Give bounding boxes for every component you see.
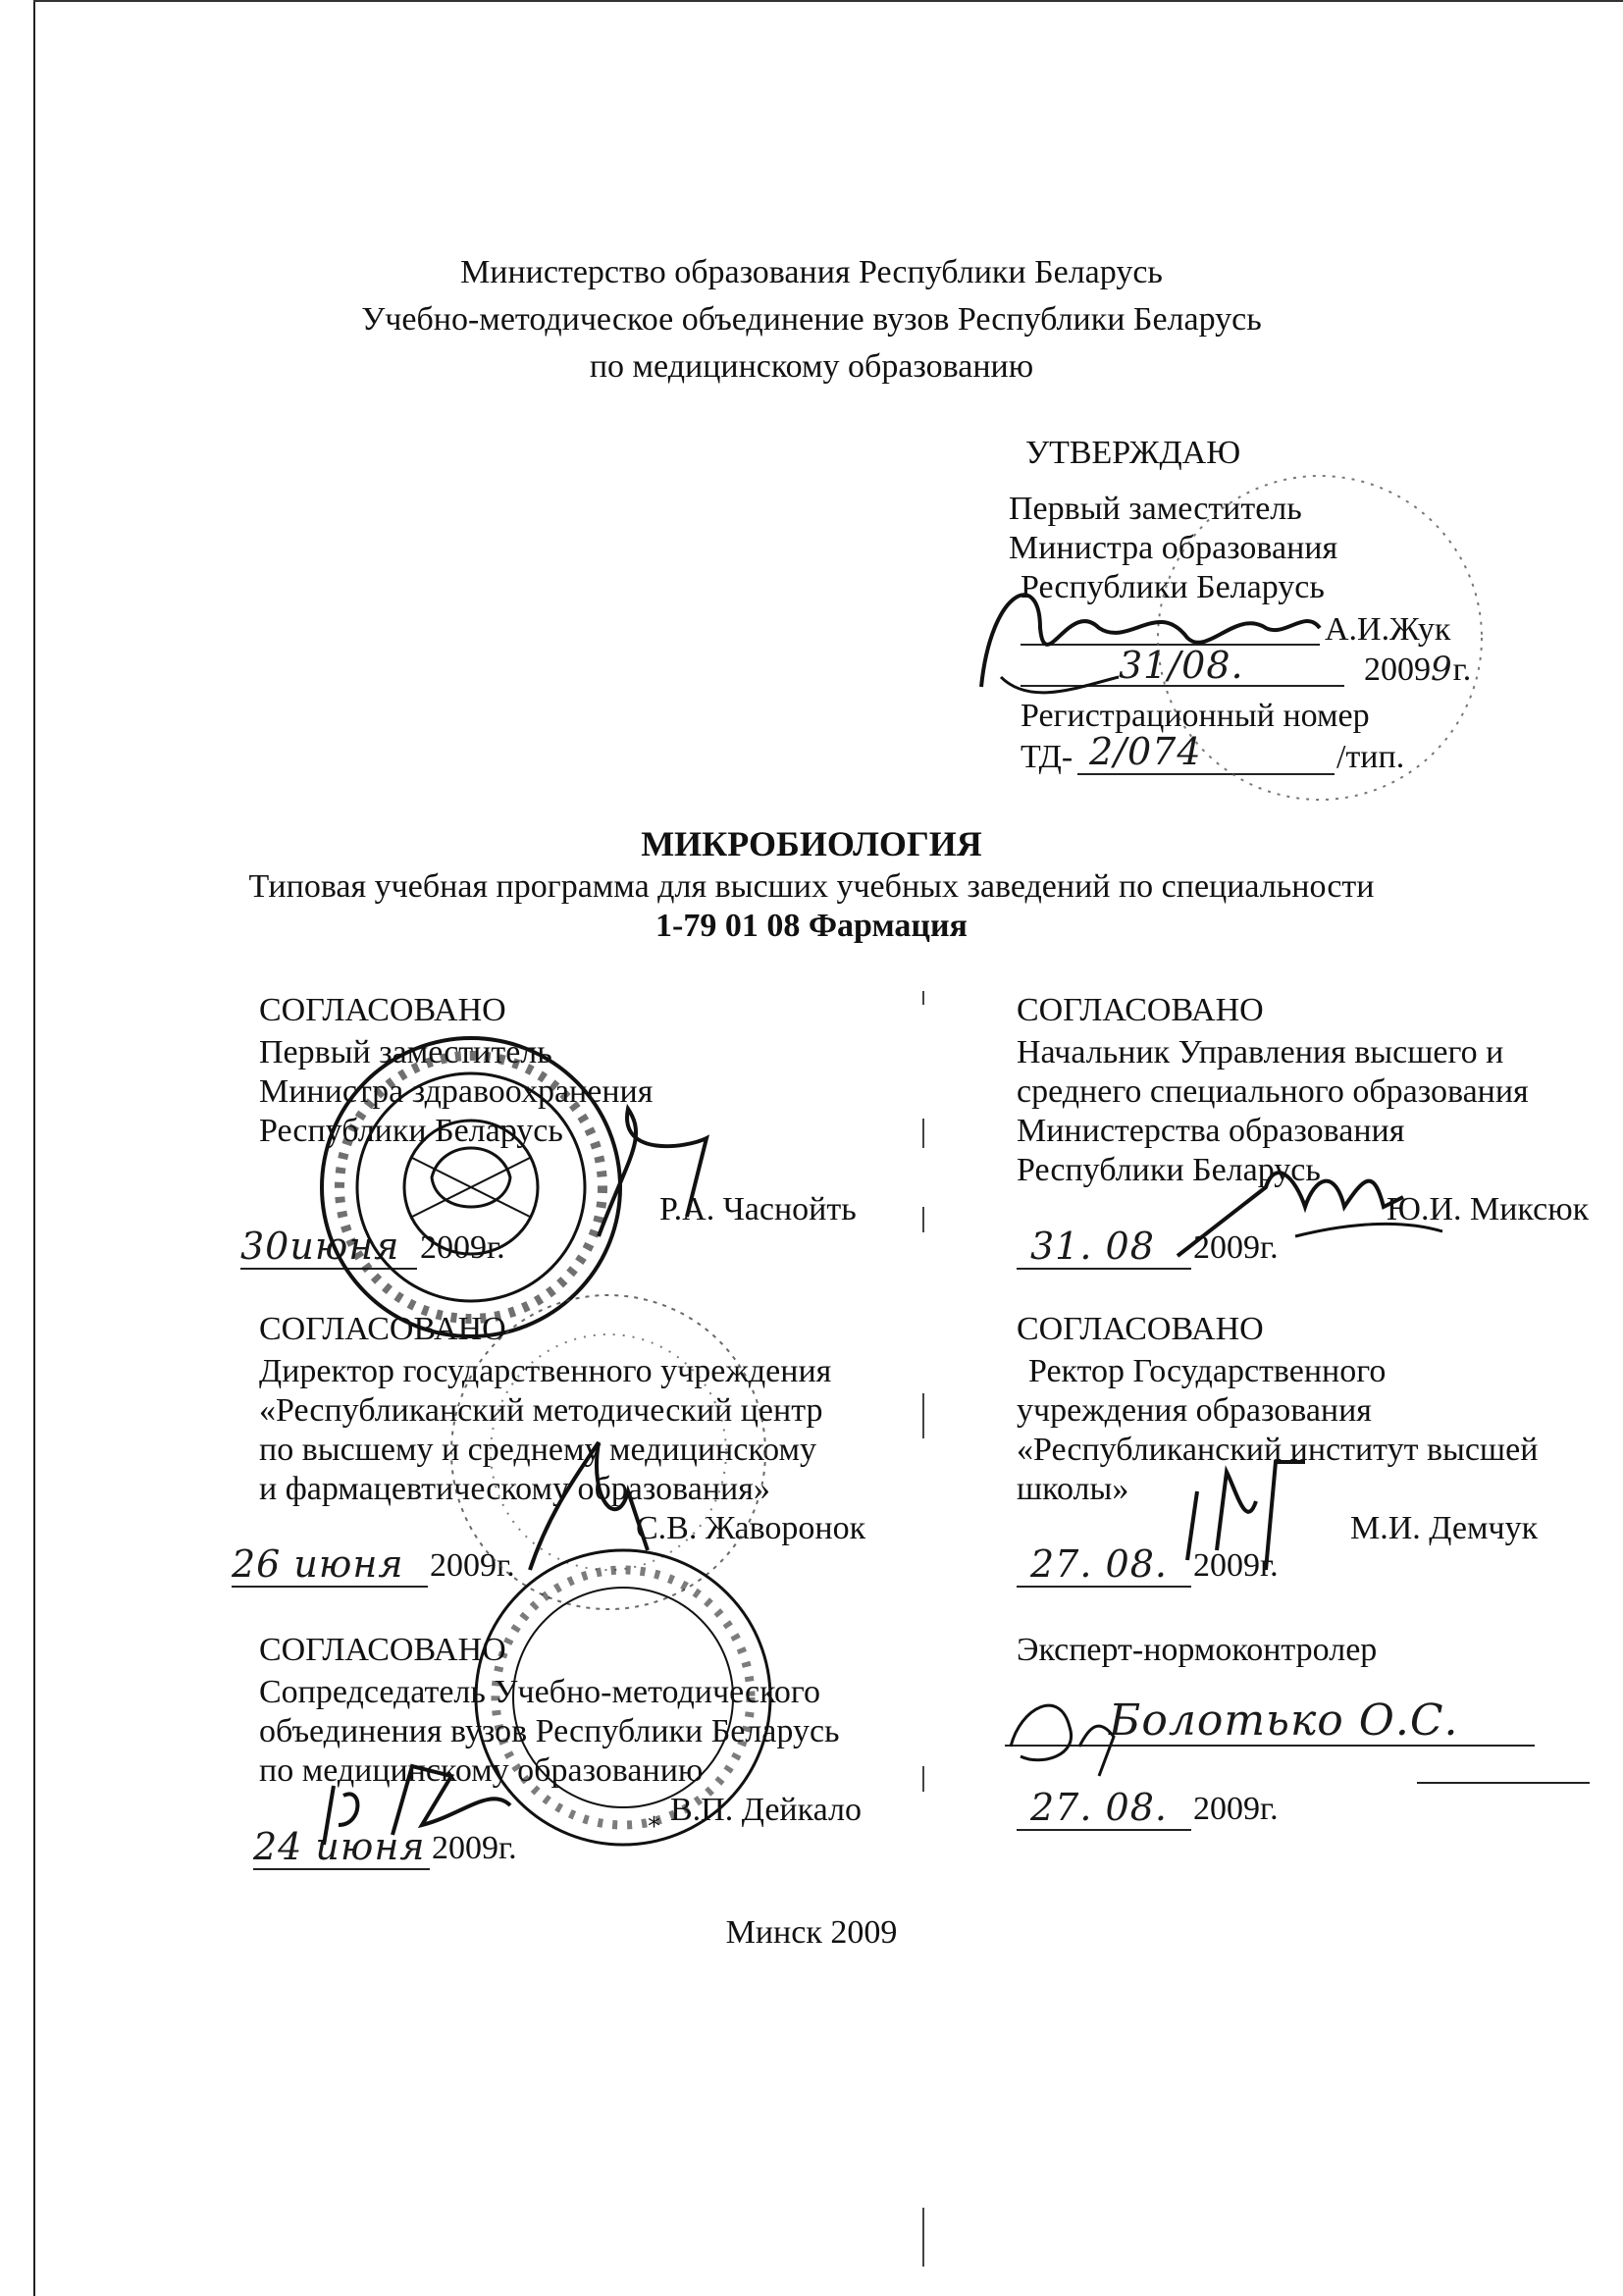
uma-cochair-signature: [324, 1766, 510, 1845]
agreement-label: СОГЛАСОВАНО: [259, 992, 506, 1028]
agreement-date-handwritten: 30июня: [240, 1225, 400, 1268]
education-department-signature: [1178, 1173, 1403, 1256]
city-year: Минск 2009: [725, 1914, 898, 1951]
agreement-date-handwritten: 24 июня: [253, 1825, 426, 1868]
higher-school-signature: [1187, 1462, 1305, 1570]
document-title: МИКРОБИОЛОГИЯ: [641, 824, 982, 863]
approval-date-handwritten: 31/08.: [1119, 644, 1244, 687]
agreement-year: 2009г.: [420, 1229, 505, 1266]
approval-year: 20099г.: [1364, 650, 1472, 689]
agreement-position: Ректор Государственного: [1028, 1353, 1387, 1389]
agreement-position: среднего специального образования: [1017, 1073, 1529, 1110]
agreement-position: школы»: [1017, 1471, 1129, 1507]
approval-reg-suffix: /тип.: [1336, 739, 1405, 775]
agreement-year: 2009г.: [1193, 1229, 1279, 1266]
agreement-name: В.П. Дейкало: [670, 1792, 862, 1828]
approval-seal: [1158, 476, 1482, 800]
agreement-name: М.И. Демчук: [1350, 1510, 1539, 1546]
uma-subheader: по медицинскому образованию: [589, 348, 1034, 385]
agreement-name: Ю.И. Миксюк: [1387, 1191, 1590, 1227]
agreement-position: учреждения образования: [1017, 1392, 1372, 1429]
agreement-name: Р.А. Часнойть: [659, 1191, 857, 1227]
ministry-header: Министерство образования Республики Беларусь: [460, 254, 1163, 290]
agreement-position: и фармацевтическому образования»: [259, 1471, 770, 1507]
methodical-center-seal: [451, 1295, 765, 1609]
agreement-label: СОГЛАСОВАНО: [1017, 1311, 1264, 1347]
health-ministry-seal: [322, 1038, 620, 1336]
agreement-position: по медицинскому образованию: [259, 1752, 704, 1789]
agreement-date-handwritten: 27. 08.: [1030, 1542, 1168, 1586]
expert-label: Эксперт-нормоконтролер: [1017, 1632, 1378, 1668]
agreement-year: 2009г.: [430, 1547, 515, 1584]
agreement-name: С.В. Жаворонок: [636, 1510, 866, 1546]
agreement-label: СОГЛАСОВАНО: [1017, 992, 1264, 1028]
approval-name: А.И.Жук: [1325, 611, 1451, 648]
document-specialty: 1-79 01 08 Фармация: [655, 908, 968, 944]
agreement-year: 2009г.: [1193, 1791, 1279, 1827]
health-ministry-signature: [599, 1109, 707, 1236]
agreement-label: СОГЛАСОВАНО: [259, 1311, 506, 1347]
approval-reg-label: Регистрационный номер: [1021, 698, 1370, 734]
agreement-label: СОГЛАСОВАНО: [259, 1632, 506, 1668]
uma-header: Учебно-методическое объединение вузов Республики Беларусь: [361, 301, 1262, 338]
approval-signature: [981, 595, 1320, 687]
agreement-position: по высшему и среднему медицинскому: [259, 1432, 816, 1468]
agreement-date-handwritten: 31. 08: [1030, 1225, 1155, 1268]
agreement-position: Министерства образования: [1017, 1113, 1405, 1149]
agreement-year: 2009г.: [432, 1830, 517, 1866]
approval-position-2: Министра образования: [1009, 530, 1338, 566]
agreement-date-handwritten: 27. 08.: [1030, 1786, 1168, 1829]
agreement-position: Сопредседатель Учебно-методического: [259, 1674, 821, 1710]
agreement-year: 2009г.: [1193, 1547, 1279, 1584]
approval-position-3: Республики Беларусь: [1021, 569, 1325, 605]
agreement-position: Министра здравоохранения: [259, 1073, 654, 1110]
university-seal: [476, 1550, 770, 1845]
approval-title: УТВЕРЖДАЮ: [1025, 435, 1241, 471]
approval-position-1: Первый заместитель: [1009, 491, 1302, 527]
agreement-position: «Республиканский методический центр: [259, 1392, 823, 1429]
agreement-position: Республики Беларусь: [259, 1113, 563, 1149]
expert-signature-handwritten: Болотько О.С.: [1109, 1696, 1459, 1746]
agreement-position: Начальник Управления высшего и: [1017, 1034, 1504, 1070]
agreement-position: объединения вузов Республики Беларусь: [259, 1713, 840, 1749]
approval-year-handwritten: 9: [1431, 650, 1453, 689]
agreement-date-handwritten: 26 июня: [232, 1542, 404, 1586]
agreement-position: «Республиканский институт высшей: [1017, 1432, 1539, 1468]
approval-reg-number-handwritten: 2/074: [1089, 730, 1202, 773]
expert-initials: [1011, 1705, 1114, 1776]
document-subtitle: Типовая учебная программа для высших учебных заведений по специальности: [248, 868, 1375, 905]
agreement-position: Первый заместитель: [259, 1034, 552, 1070]
approval-reg-prefix: ТД-: [1021, 739, 1073, 775]
agreement-position: Республики Беларусь: [1017, 1152, 1321, 1188]
svg-text:*: *: [648, 1812, 660, 1842]
agreement-position: Директор государственного учреждения: [259, 1353, 832, 1389]
